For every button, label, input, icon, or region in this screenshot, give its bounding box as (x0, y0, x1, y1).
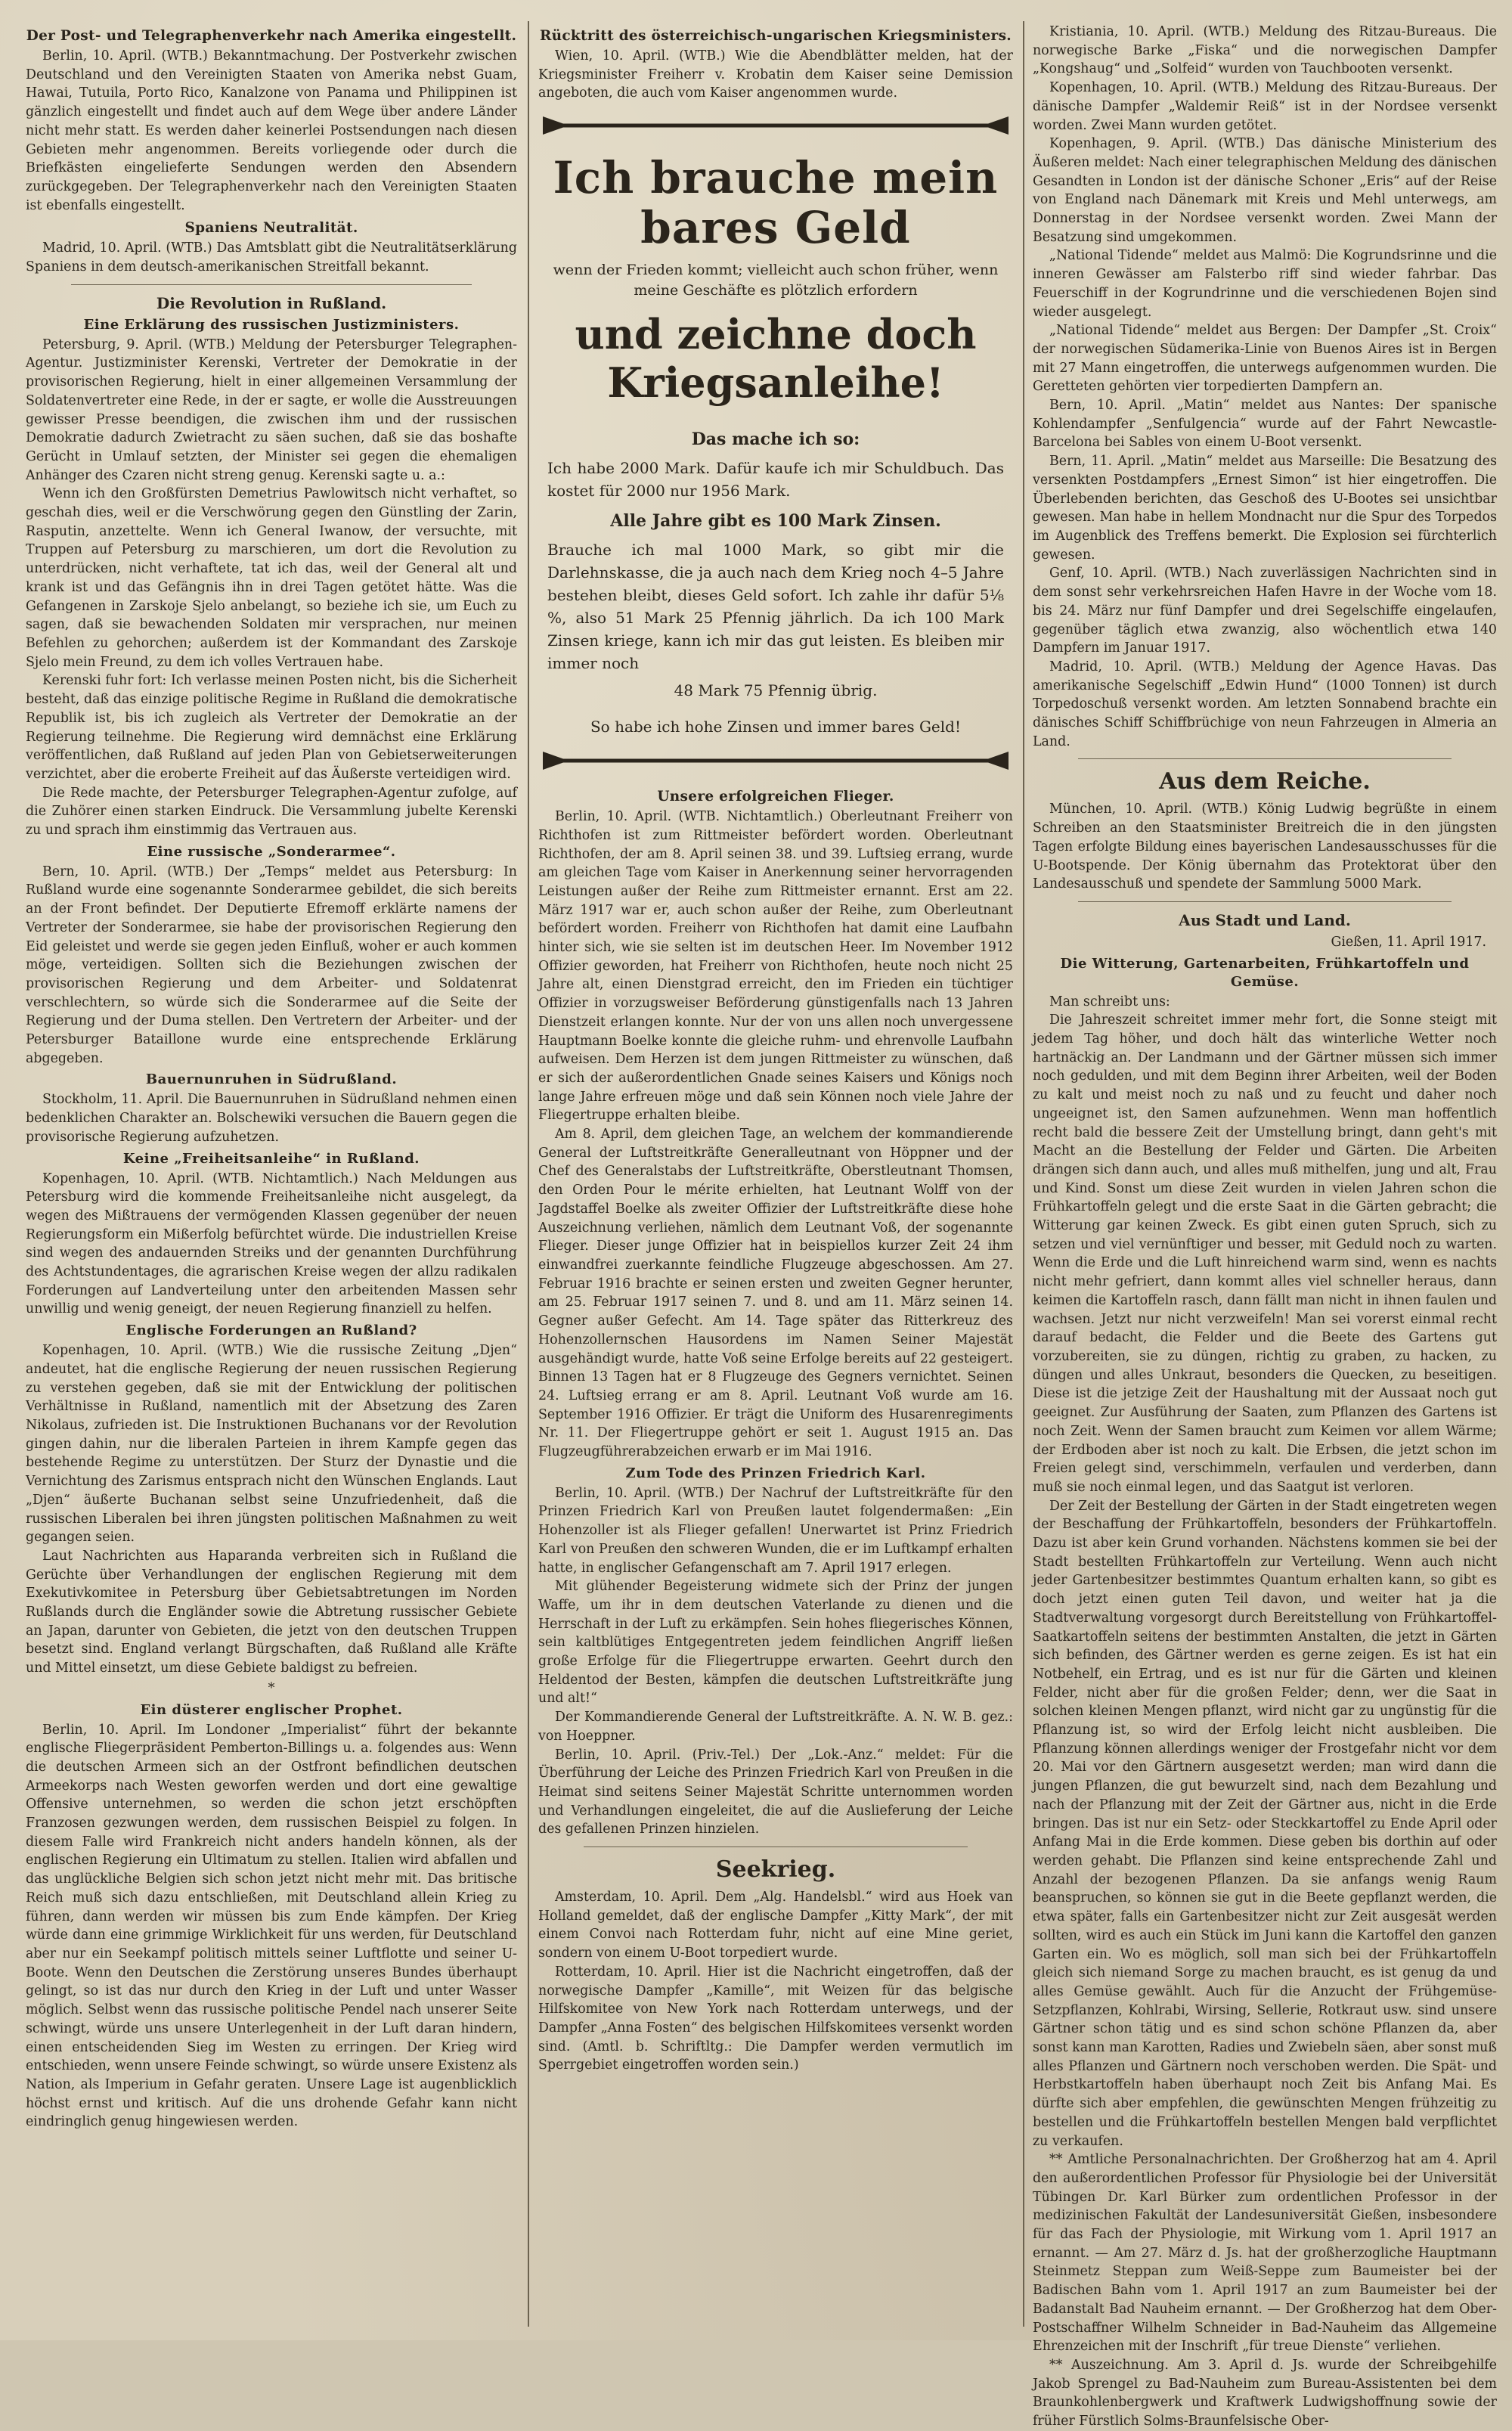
ad-title-2: und zeichne doch Kriegsanleihe! (575, 310, 977, 408)
article-paragraph: Kerenski fuhr fort: Ich verlasse meinen Posten nicht, bis die Sicherheit besteht, daß das einzige politische Regime in Rußland die demokratische Republik ist, bis ich zugleich als Vertreter der Demokratie an der Regierung teilnehme. Die Regierung wird demnächst eine Erklärung veröffentlichen, daß Rußland auf jeden Plan von Gebietserweiterungen verzichtet, aber die eroberte Freiheit auf das Äußerste verteidigen wird. (26, 673, 517, 782)
subheadline-erklaerung: Eine Erklärung des russischen Justizministers. (83, 316, 460, 333)
subheadline-sonderarmee: Eine russische „Sonderarmee“. (147, 843, 396, 860)
article-paragraph: Kopenhagen, 9. April. (WTB.) Das dänische Ministerium des Äußeren meldet: Nach einer telegraphischen Meldung des dänischen Gesandten in London ist der dänische Schoner „Eris“ auf der Reise von England nach Dänemark mit Kreis und Mehl unterwegs, am Donnerstag in der Nordsee versenkt worden. Zwei Mann der Besatzung sind umgekommen. (1033, 136, 1497, 245)
ad-subtitle: wenn der Frieden kommt; vielleicht auch schon früher, wenn meine Geschäfte es plötzlich erfordern (553, 262, 999, 299)
article-paragraph: ** Amtliche Personalnachrichten. Der Großherzog hat am 4. April den außerordentlichen Professor für Physiologie bei der Universität Tübingen Dr. Karl Bürker zum ordentlichen Professor in der medizinischen Fakultät der Landesuniversität Gießen, insbesondere für das Fach der Physiologie, mit Wirkung vom 1. April 1917 an ernannt. — Am 27. März d. Js. hat der großherzogliche Hauptmann Steinmetz Steppan zum Weiß-Seppe zum Baumeister bei der Badischen Bahn vom 1. April 1917 an zum Baumeister bei der Badanstalt Bad Nauheim ernannt. — Der Großherzog hat dem Ober-Postschaffner Wilhelm Schneider in Bad-Nauheim das Allgemeine Ehrenzeichen mit der Inschrift „für treue Dienste“ verliehen. (1033, 2152, 1497, 2355)
article-paragraph: Kopenhagen, 10. April. (WTB.) Wie die russische Zeitung „Djen“ andeutet, hat die englische Regierung der neuen russischen Regierung zu verstehen gegeben, daß sie mit der Entwicklung der politischen Verhältnisse in Rußland, namentlich mit der Absetzung des Zaren Nikolaus, zufrieden ist. Die Instruktionen Buchanans vor der Revolution gingen dahin, nur die liberalen Parteien in ihrem Kampfe gegen das bestehende Regime zu unterstützen. Der Sturz der Dynastie und die Vernichtung des Zarismus entsprach nicht den Wünschen Englands. Laut „Djen“ äußerte Buchanan selbst seine Unzufriedenheit, daß die russischen Liberalen bei ihren jüngsten politischen Maßnahmen zu weit gegangen seien. (26, 1343, 517, 1546)
subheadline-prophet: Ein düsterer englischer Prophet. (140, 1701, 403, 1718)
column-divider (1023, 21, 1024, 2327)
article-paragraph: Die Jahreszeit schreitet immer mehr fort, die Sonne steigt mit jedem Tag höher, und doch hält das winterliche Wetter noch hartnäckig an. Der Landmann und der Gärtner müssen sich immer noch gedulden, und mit dem Beginn ihrer Arbeiten, weil der Boden zu kalt und meist noch zu naß und zu feucht und daher noch ungeeignet ist, den Samen aufzunehmen. Wenn man hoffentlich recht bald die bessere Zeit der Umstellung bringt, dann geht's mit Macht an die Bestellung der Felder und Gärten. Die Arbeiten drängen sich dann auch, und alles muß mithelfen, jung und alt, Frau und Kind. Sonst um diese Zeit wurden in vielen Jahren schon die Frühkartoffeln gelegt und die erste Saat in die Gärten gebracht; die Witterung gar keinen Zweck. Es gibt einen guten Spruch, sich zu setzen und viel vernünftiger und besser, mit Geduld noch zu warten. Wenn die Erde und die Luft hinreichend warm sind, wenn es nachts nicht mehr gefriert, dann kommt alles viel schneller heraus, dann keimen die Kartoffeln rasch, dann fällt man nicht in ihnen faulen und wachsen. Jetzt nur nicht verzweifeln! Man sei vorerst einmal recht darauf bedacht, die Felder und die Beete des Gartens gut vorzubereiten, sie zu düngen, richtig zu graben, zu hacken, zu düngen und alles Unkraut, besonders die Quecken, zu beseitigen. Diese ist die jetzige Zeit der Haushaltung mit der Aussaat noch gut geeignet. Zur Ausführung der Saaten, zum Pflanzen des Gartens ist noch Zeit. Wenn der Samen braucht zum Keimen vor allem Wärme; der Erdboden aber ist noch zu kalt. Die Erbsen, die jetzt schon im Freien gelegt sind, verschimmeln, verfaulen und verderben, dann muß sie noch einmal legen, und das Saatgut ist verloren. (1033, 1012, 1497, 1495)
subheadline-prinz: Zum Tode des Prinzen Friedrich Karl. (625, 1465, 926, 1481)
column-middle (538, 23, 1013, 2325)
article-reich: München, 10. April. (WTB.) König Ludwig begrüßte in einem Schreiben an den Staatsminister Breitreich die in den jüngsten Tagen erfolgte Bildung eines bayerischen Landesausschusses für die U-Bootspende. Der König übernahm das Protektorat über den Landesausschuß und spendete der Sammlung 5000 Mark. (1033, 802, 1497, 892)
article-paragraph: Madrid, 10. April. (WTB.) Meldung der Agence Havas. Das amerikanische Segelschiff „Edwin Hund“ (1000 Tonnen) ist durch Torpedoschuß versenkt worden. Am letzten Sonnabend brachte ein dänisches Schiff Schiffbrüchige von neun Fahrzeugen in Almeria an Land. (1033, 659, 1497, 749)
asterisk-divider: * (268, 1680, 275, 1696)
ad-text: Ich habe 2000 Mark. Dafür kaufe ich mir Schuldbuch. Das kostet für 2000 nur 1956 Mark. (547, 459, 1004, 501)
article-ruecktritt: Wien, 10. April. (WTB.) Wie die Abendblätter melden, hat der Kriegsminister Freiherr v. Krobatin dem Kaiser seine Demission angeboten, die auch vom Kaiser angenommen wurde. (538, 48, 1013, 101)
headline-post: Der Post- und Telegraphenverkehr nach Amerika eingestellt. (26, 28, 517, 44)
article-paragraph: Kopenhagen, 10. April. (WTB.) Meldung des Ritzau-Bureaus. Der dänische Dampfer „Waldemir Reiß“ ist in der Nordsee versenkt worden. Zwei Mann wurden getötet. (1033, 80, 1497, 133)
article-paragraph: Die Rede machte, der Petersburger Telegraphen-Agentur zufolge, auf die Zuhörer einen starken Eindruck. Die Versammlung jubelte Kerenski zu und sprach ihm einstimmig das Vertrauen aus. (26, 785, 517, 839)
ad-title: Ich brauche mein bares Geld (553, 152, 999, 254)
article-freiheitsanleihe: Kopenhagen, 10. April. (WTB. Nichtamtlich.) Nach Meldungen aus Petersburg wird die kommende Freiheitsanleihe nicht ausgelegt, da wegen des Mißtrauens der vermögenden Klassen gegenüber der neuen Regierungsform ein Mißerfolg befürchtet würde. Die industriellen Kreise sind wegen des andauernden Streiks und der genannten Durchführung des Achtstundentages, die agrarischen Kreise wegen der allzu radikalen Forderungen auf Landverteilung unter den arbeitenden Massen sehr unwillig und wenig geneigt, der neuen Regierung finanziell zu helfen. (26, 1171, 517, 1317)
article-paragraph: Der Zeit der Bestellung der Gärten in der Stadt eingetreten wegen der Beschaffung der Frühkartoffeln, besonders der Frühkartoffeln. Dazu ist aber kein Grund vorhanden. Nächstens kommen sie bei der Stadt bestellten Frühkartoffeln zur Verteilung. Wenn auch nicht jeder Gartenbesitzer bestimmtes Quantum erhalten kann, so gibt es doch jetzt einen guten Teil davon, und weiter hat ja die Stadtverwaltung vorgesorgt durch Bereitstellung von Frühkartoffel-Saatkartoffeln seitens der bestimmten Anstalten, die jetzt in Gärten sich befinden, des Gärtner werden es gerne zeigen. Es ist hat ein Notbehelf, ein Ertrag, und es ist nur für die Gärten und kleinen Felder, nicht aber für die großen Felder; denn, wer die Saat in solchen kleinen Mengen pflanzt, wird nicht gar zu ungünstig für die Pflanzung ist, so wird der Erfolg leicht nicht ausbleiben. Die Pflanzung können allerdings weniger der Frostgefahr nicht vor dem 20. Mai vor den Gärtnern ausgesetzt werden; man wird dann die jungen Pflanzen, die gut bewurzelt sind, nach dem Bezahlung und nach der Pflanzung mit der Zeit der Gärtner aus, nicht in die Erde bringen. Das ist nur ein Setz- oder Steckkartoffel zu Ende April oder Anfang Mai in die Erde kommen. Diese geben bis dorthin auf oder werden gehabt. Die Pflanzen sind keine entsprechende Zahl und Anzahl der bezogenen Pflanzen. Da sie anfangs wenig Raum beanspruchen, so können sie gut in die Beete gepflanzt werden, die etwa später, falls ein Gartenbesitzer nicht zur Zeit ausgesät werden sollten, wird es auch ein Stück im Juni kann die Kartoffel den ganzen Garten ein. Wo es möglich, soll man sich bei der Frühkartoffeln gleich sich niemand Sorge zu machen braucht, es ist genug da und alles Gemüse gewählt. Auch für die Anzucht der Frühgemüse-Setzpflanzen, Kohlrabi, Wirsing, Sellerie, Rotkraut usw. sind unsere Gärtner schon tätig und es sind schon schöne Pflanzen da, aber sonst kann man Karotten, Radies und Zwiebeln säen, aber sonst muß alles Pflanzen und Gärtnern noch verschoben werden. Die Spät- und Herbstkartoffeln haben überhaupt noch Zeit bis Anfang Mai. Es dürfte sich aber empfehlen, die gewünschten Mengen frühzeitig zu bestellen und die Frühkartoffeln bestellen Mengen bald verpflichtet zu verkaufen. (1033, 1498, 1497, 2149)
column-divider (528, 21, 529, 2327)
article-paragraph: Rotterdam, 10. April. Hier ist die Nachricht eingetroffen, daß der norwegische Dampfer „Kamille“, mit Weizen für das belgische Hilfskomitee von New York nach Rotterdam unterwegs, und der Dampfer „Anna Fosten“ des belgischen Hilfskomitees versenkt worden sind. (Amtl. b. Schriftltg.: Die Dampfer werden vermutlich im Sperrgebiet eingetroffen worden sein.) (538, 1964, 1013, 2073)
column-left (26, 23, 517, 2325)
subheadline-witterung: Die Witterung, Gartenarbeiten, Frühkartoffeln und Gemüse. (1060, 955, 1470, 990)
article-paragraph: Kristiania, 10. April. (WTB.) Meldung des Ritzau-Bureaus. Die norwegische Barke „Fiska“ und die norwegischen Dampfer „Kongshaug“ und „Solfeid“ wurden von Tauchbooten versenkt. (1033, 24, 1497, 77)
article-paragraph: Petersburg, 9. April. (WTB.) Meldung der Petersburger Telegraphen-Agentur. Justizminister Kerenski, Vertreter der Demokratie in der provisorischen Regierung, hielt in einer allgemeinen Versammlung der Soldatenvertreter eine Rede, in der er sagte, er wolle die Ausstreuungen gewisser Presse beendigen, die zwischen ihm und der russischen Demokratie dadurch Zwietracht zu säen suchen, daß sie das boshafte Gerücht in Umlauf setzten, der Minister sei gegen die ehemaligen Anhänger des Czaren nicht streng genug. Kerenski sagte u. a.: (26, 336, 517, 483)
ad-remainder: 48 Mark 75 Pfennig übrig. (674, 681, 878, 700)
ad-heading: Das mache ich so: (691, 429, 860, 450)
dateline: Gießen, 11. April 1917. (1331, 934, 1486, 950)
ornament-band (543, 749, 1009, 773)
ad-slogan: So habe ich hohe Zinsen und immer bares Geld! (590, 718, 962, 736)
subheadline-englische-forderungen: Englische Forderungen an Rußland? (125, 1322, 417, 1339)
article-paragraph: Bern, 11. April. „Matin“ meldet aus Marseille: Die Besatzung des versenkten Postdampfers „Ernest Simon“ ist hier eingetroffen. Die Überlebenden berichten, das Geschoß des U-Bootes sei unsichtbar gewesen. Man habe in hellem Mondnacht nur die Spur des Torpedos im Augenblick des Treffens bemerkt. Die Explosion sei fürchterlich gewesen. (1033, 454, 1497, 563)
headline-flieger: Unsere erfolgreichen Flieger. (657, 789, 894, 805)
article-sonderarmee: Bern, 10. April. (WTB.) Der „Temps“ meldet aus Petersburg: In Rußland wurde eine sogenannte Sonderarmee gebildet, die sich bereits an der Front befindet. Der Deputierte Efremoff erklärte namens der Vertreter der Sonderarmee, sie habe der provisorischen Regierung den Eid geleistet und werde sie gegen jeden Einfluß, woher er auch kommen möge, verteidigen. Sollten sich die Beziehungen zwischen der provisorischen Regierung und dem Arbeiter- und Soldatenrat verschlechtern, so würde sich die Sonderarmee auf die Seite der Regierung und der Duma stellen. Den Vertretern der Arbeiter- und der Petersburger Bataillone wurde eine entsprechende Erklärung abgegeben. (26, 864, 517, 1066)
article-spanien: Madrid, 10. April. (WTB.) Das Amtsblatt gibt die Neutralitätserklärung Spaniens in dem deutsch-amerikanischen Streitfall bekannt. (26, 240, 517, 275)
headline-seekrieg: Seekrieg. (715, 1856, 836, 1884)
article-prophet: Berlin, 10. April. Im Londoner „Imperialist“ führt der bekannte englische Fliegerpräsident Pemberton-Billings u. a. folgendes aus: Wenn die deutschen Armeen sich an der Ostfront befindlichen deutschen Armeekorps nach Westen geworfen werden und dort eine gewaltige Offensive unternehmen, so werden die schon jetzt erschöpften Franzosen gezwungen werden, dem russischen Beispiel zu folgen. In diesem Falle wird Frankreich nicht anders handeln können, als der englischen Regierung ein Ultimatum zu stellen. Italien wird abfallen und das unglückliche Belgien sich schon jetzt nicht mehr mit. Das britische Reich muß sich dazu entschließen, mit Deutschland allein Krieg zu führen, dann werden wir müssen bis zum Ende kämpfen. Der Krieg würde dann eine grimmige Wirklichkeit für uns werden, für Deutschland aber nur ein Seekampf politisch mittels seiner Luftflotte und seiner U-Boote. Wenn den Deutschen die Zerstörung unseres Bundes überhaupt gelingt, so ist das nur durch den Krieg in der Luft und unter Wasser möglich. Selbst wenn das russische politische Pendel nach unserer Seite schwingt, würde uns unsere Unterlegenheit in der Luft daran hindern, einen entscheidenden Sieg im Westen zu erringen. Der Krieg wird entschieden, wenn unsere Feinde schwingt, so würde unsere Existenz als Nation, als Imperium in Gefahr geraten. Unsere Lage ist augenblicklich höchst ernst und kritisch. Auf die uns drohende Gefahr kann nicht eindringlich genug hingewiesen werden. (26, 1722, 517, 2130)
article-post: Berlin, 10. April. (WTB.) Bekanntmachung. Der Postverkehr zwischen Deutschland und den Vereinigten Staaten von Amerika nebst Guam, Hawai, Tutuila, Porto Rico, Kanalzone von Panama und Philippinen ist gänzlich eingestellt und findet auch auf dem Wege über andere Länder nicht mehr statt. Es werden daher keinerlei Postsendungen nach diesen Gebieten mehr angenommen. Bereits vorliegende oder durch die Briefkästen eingelieferte Sendungen werden den Absendern zurückgegeben. Der Telegraphenverkehr nach den Vereinigten Staaten ist ebenfalls eingestellt. (26, 48, 517, 213)
divider (71, 284, 472, 285)
article-paragraph: Bern, 10. April. „Matin“ meldet aus Nantes: Der spanische Kohlendampfer „Senfulgencia“ wurde auf der Fahrt Newcastle-Barcelona bei Sables von einem U-Boot versenkt. (1033, 398, 1497, 451)
article-paragraph: Am 8. April, dem gleichen Tage, an welchem der kommandierende General der Luftstreitkräfte Generalleutnant von Höppner und der Chef des Generalstabs der Luftstreitkräfte, Oberstleutnant Thomsen, den Orden Pour le mérite erhielten, hat Leutnant Wolff von der Jagdstaffel Boelke als zweiter Offizier der Luftstreitkräfte diese hohe Auszeichnung verliehen, nämlich dem Leutnant Voß, der sogenannte Flieger. Dieser junge Offizier hat in beispiellos kurzer Zeit 24 ihm einwandfrei zuerkannte feindliche Flugzeuge abgeschossen. Am 27. Februar 1916 brachte er seinen ersten und zweiten Gegner herunter, am 25. Februar 1917 seinen 7. und 8. und am 11. März seinen 14. Gegner außer Gefecht. Am 14. Tage später das Ritterkreuz des Hohenzollernschen Hausordens im Namen Seiner Majestät ausgehändigt wurde, hatte Voß seine Erfolge bereits auf 22 gesteigert. Binnen 13 Tagen hat er 8 Flugzeuge des Gegners vernichtet. Seinen 24. Luftsieg errang er am 8. April. Leutnant Voß wurde am 16. September 1916 Offizier. Er trägt die Uniform des Husarenregiments Nr. 11. Der Fliegertruppe gehört er seit 1. August 1915 an. Das Flugzeugführerabzeichen erwarb er im Mai 1916. (538, 1127, 1013, 1460)
headline-revolution: Die Revolution in Rußland. (156, 293, 387, 312)
war-loan-advertisement (543, 113, 1009, 773)
article-paragraph: Berlin, 10. April. (Priv.-Tel.) Der „Lok.-Anz.“ meldet: Für die Überführung der Leiche des Prinzen Friedrich Karl von Preußen in die Heimat sind seitens Seiner Majestät Schritte unternommen worden und Verhandlungen eingeleitet, die auf die Auslieferung der Leiche des gefallenen Prinzen hinzielen. (538, 1747, 1013, 1837)
subheadline-bauern: Bauernunruhen in Südrußland. (145, 1071, 398, 1088)
article-paragraph: „National Tidende“ meldet aus Bergen: Der Dampfer „St. Croix“ der norwegischen Südamerika-Linie von Buenos Aires ist in Bergen mit 27 Mann eingetroffen, die unterwegs aufgenommen wurden. Die Geretteten gehörten vier torpedierten Dampfern an. (1033, 323, 1497, 395)
article-bauern: Stockholm, 11. April. Die Bauernunruhen in Südrußland nehmen einen bedenklichen Charakter an. Bolschewiki versuchen die Bauern gegen die provisorische Regierung aufzuhetzen. (26, 1092, 517, 1145)
article-paragraph: Amsterdam, 10. April. Dem „Alg. Handelsbl.“ wird aus Hoek van Holland gemeldet, daß der englische Dampfer „Kitty Mark“, der mit einem Convoi nach Rotterdam fuhr, nicht auf eine Mine geriet, sondern von einem U-Boot torpediert wurde. (538, 1890, 1013, 1961)
ad-text: Brauche ich mal 1000 Mark, so gibt mir die Darlehnskasse, die ja auch nach dem Krieg noch 4–5 Jahre bestehen bleibt, dieses Geld sofort. Ich zahle ihr dafür 5⅛ %, also 51 Mark 25 Pfennig jährlich. Da ich 100 Mark Zinsen kriege, kann ich mir das gut leisten. Es bleiben mir immer noch (547, 541, 1004, 673)
article-paragraph: ** Auszeichnung. Am 3. April d. Js. wurde der Schreibgehilfe Jakob Sprengel zu Bad-Nauheim zum Bureau-Assistenten bei dem Braunkohlenbergwerk und Kraftwerk Ludwigshoffnung sowie der früher Fürstlich Solms-Braunfelsische Ober- (1033, 2357, 1497, 2429)
column-right (1033, 23, 1497, 2429)
article-paragraph: Wenn ich den Großfürsten Demetrius Pawlowitsch nicht verhaftet, so geschah dies, weil er die Verschwörung gegen den Günstling der Zarin, Rasputin, anzettelte. Wenn ich General Iwanow, der versuchte, mit Truppen auf Petersburg zu marschieren, um dort die Revolution zu unterdrücken, nicht verhaftete, tat ich das, weil der General alt und krank ist und das Gefängnis ihn in drei Tagen getötet hätte. Was die Gefangenen in Zarskoje Sjelo anbelangt, so beziehe ich sie, um Euch zu sagen, daß sie bewachenden Soldaten mir versprachen, nur meinen Befehlen zu gehorchen; außerdem ist der Kommandant des Zarskoje Sjelo mein Freund, zu dem ich volles Vertrauen habe. (26, 486, 517, 670)
ad-heading-zinsen: Alle Jahre gibt es 100 Mark Zinsen. (610, 511, 941, 532)
article-paragraph: Genf, 10. April. (WTB.) Nach zuverlässigen Nachrichten sind in dem sonst sehr verkehrsreichen Hafen Havre in der Woche vom 18. bis 24. März nur fünf Dampfer und drei Segelschiffe eingelaufen, gegenüber täglich etwa zwanzig, also wöchentlich etwa 140 Dampfern im Januar 1917. (1033, 566, 1497, 656)
headline-reich: Aus dem Reiche. (1159, 768, 1371, 795)
article-paragraph: Laut Nachrichten aus Haparanda verbreiten sich in Rußland die Gerüchte über Verhandlungen der englischen Regierung mit dem Exekutivkomitee in Petersburg über Gebietsabtretungen im Norden Rußlands durch die Engländer sowie die Abtretung russischer Gebiete an Japan, darunter von Gebieten, die jetzt von den deutschen Truppen besetzt sind. England verlangt Bürgschaften, daß Rußland alle Kräfte und Mittel einsetzt, um diese Gebiete baldigst zu befreien. (26, 1548, 517, 1676)
ornament-band (543, 113, 1009, 138)
article-paragraph: „National Tidende“ meldet aus Malmö: Die Kogrundsrinne und die inneren Gewässer am Falsterbo riff sind wieder fahrbar. Das Feuerschiff in der Kogrundrinne und die verschiedenen Bojen sind wieder ausgelegt. (1033, 248, 1497, 320)
article-paragraph: Der Kommandierende General der Luftstreitkräfte. A. N. W. B. gez.: von Hoeppner. (538, 1710, 1013, 1744)
subheadline-freiheitsanleihe: Keine „Freiheitsanleihe“ in Rußland. (122, 1150, 420, 1167)
article-paragraph: Mit glühender Begeisterung widmete sich der Prinz der jungen Waffe, um ihr in dem deutschen Vaterlande zu dienen und die Herrschaft in der Luft zu erkämpfen. Sein hohes fliegerisches Können, sein kaltblütiges Entgegentreten jedem feindlichen Angriff ließen große Erfolge für die Fliegertruppe erwarten. Geehrt durch den Heldentod der Besten, kämpfen die deutschen Luftstreitkräfte jung und alt!“ (538, 1579, 1013, 1707)
article-paragraph: Man schreibt uns: (1049, 994, 1170, 1009)
headline-spanien: Spaniens Neutralität. (184, 220, 358, 237)
headline-stadt-land: Aus Stadt und Land. (1179, 910, 1351, 929)
divider (1078, 901, 1452, 902)
divider (1078, 758, 1452, 759)
article-paragraph: Berlin, 10. April. (WTB.) Der Nachruf der Luftstreitkräfte für den Prinzen Friedrich Karl von Preußen lautet folgendermaßen: „Ein Hohenzoller ist als Flieger gefallen! Unerwartet ist Prinz Friedrich Karl von Preußen den schweren Wunden, die er im Luftkampf erhalten hatte, in englischer Gefangenschaft am 7. April 1917 erlegen. (538, 1485, 1013, 1576)
article-paragraph: Berlin, 10. April. (WTB. Nichtamtlich.) Oberleutnant Freiherr von Richthofen ist zum Rittmeister befördert worden. Oberleutnant Richthofen, der am 8. April seinen 38. und 39. Luftsieg errang, wurde am gleichen Tage vom Kaiser in Anerkennung seiner hervorragenden Leistungen außer der Reihe zum Rittmeister ernannt. Erst am 22. März 1917 war er, auch schon außer der Reihe, zum Oberleutnant befördert worden. Freiherr von Richthofen hat damit eine Laufbahn hinter sich, wie sie selten ist im deutschen Heer. Im November 1912 Offizier geworden, hat Freiherr von Richthofen, heute noch nicht 25 Jahre alt, einen Dienstgrad erreicht, den im Frieden ein tüchtiger Offizier in vorzugsweiser Beförderung günstigenfalls nach 13 Jahren Dienstzeit erlangen konnte. Nur der von uns allen noch unvergessene Hauptmann Boelke konnte die gleiche ruhm- und ehrenvolle Laufbahn aufweisen. Dem Herzen ist dem jungen Rittmeister zu wünschen, daß er sich der außerordentlichen Gnade seines Kaisers und Königs noch lange Jahre erfreuen möge und daß sein Können noch viele Jahre der Fliegertruppe erhalten bleibe. (538, 809, 1013, 1124)
headline-ruecktritt: Rücktritt des österreichisch-ungarischen Kriegsministers. (539, 28, 1012, 44)
